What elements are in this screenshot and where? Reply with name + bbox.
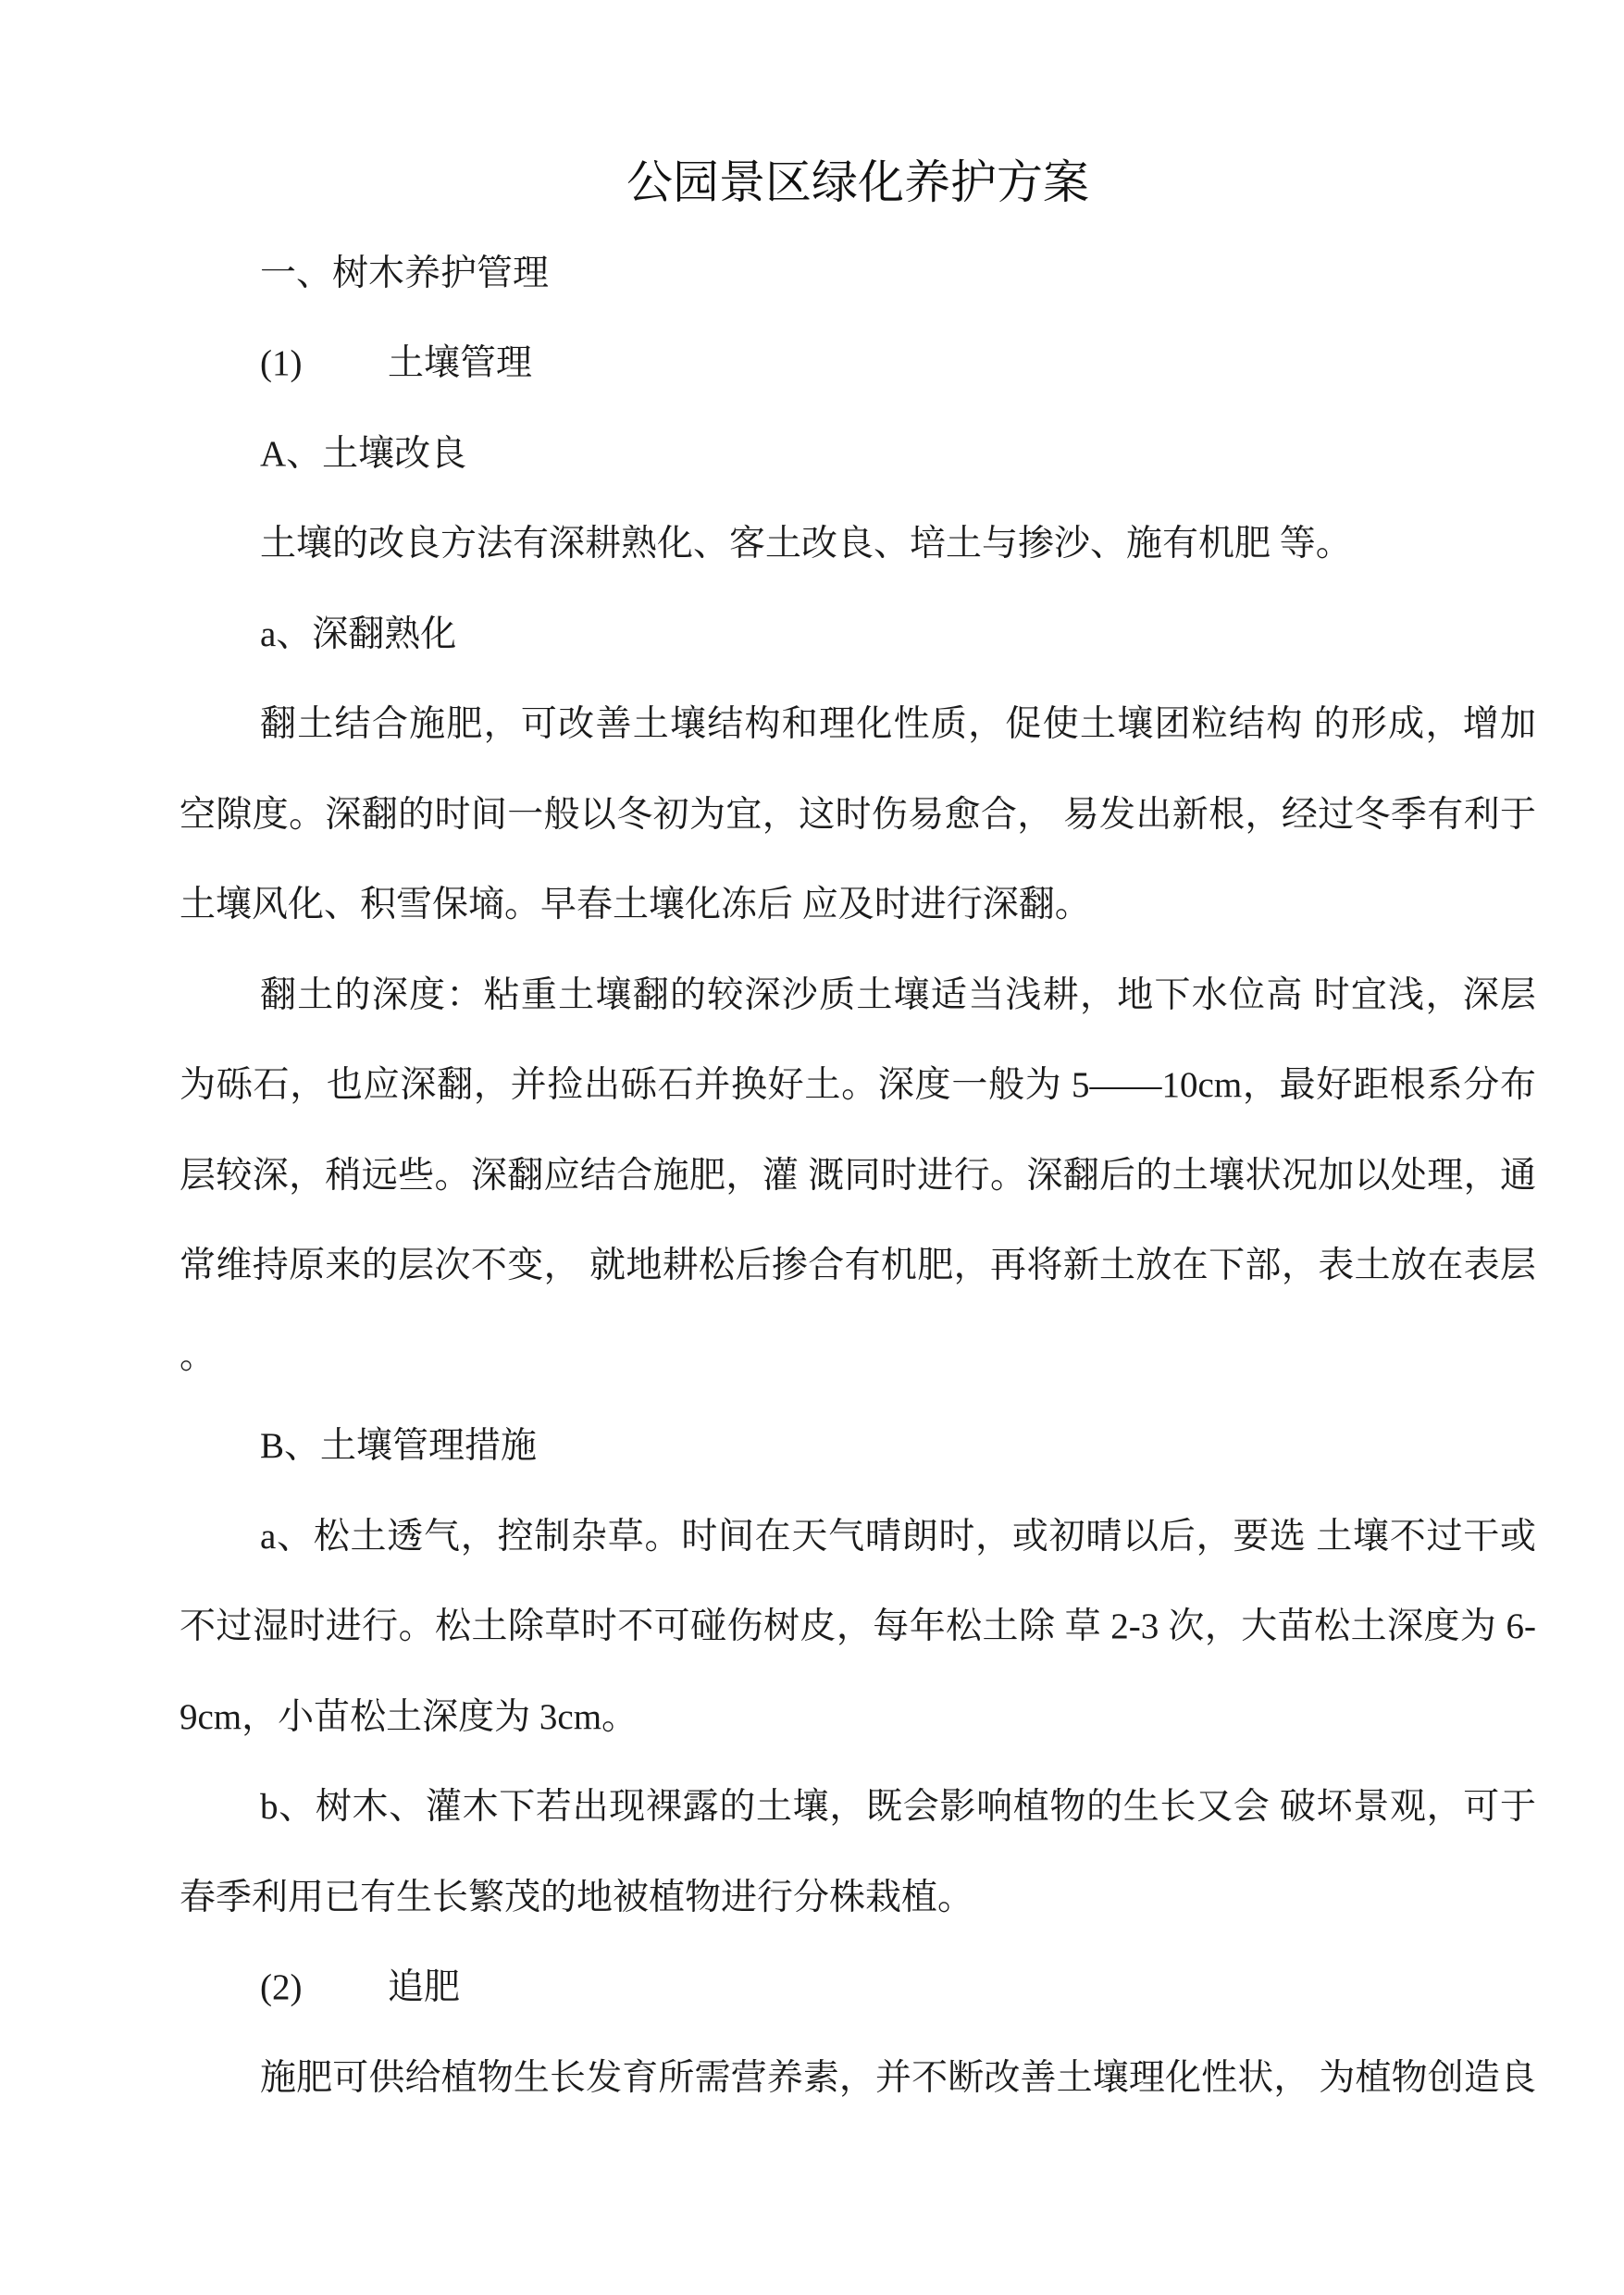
paragraph-loosen-soil	[180, 1492, 1536, 1763]
item-heading-fertilizing	[180, 1942, 1536, 2033]
paragraph-line: 。	[180, 1335, 217, 1376]
paragraph-line: 春季利用已有生长繁茂的地被植物进行分株栽植。	[180, 1877, 974, 1917]
paragraph-line: 层较深，稍远些。深翻应结合施肥，灌 溉同时进行。深翻后的土壤状况加以处理，通	[180, 1155, 1536, 1196]
text-column	[180, 138, 1536, 2123]
paragraph-line: a、松土透气，控制杂草。时间在天气晴朗时，或初晴以后，要选 土壤不过干或	[260, 1516, 1536, 1557]
paragraph-soil-methods	[180, 499, 1536, 589]
paragraph-line: 常维持原来的层次不变， 就地耕松后掺合有机肥，再将新土放在下部，表土放在表层	[180, 1246, 1536, 1285]
paragraph-line: 土壤风化、积雪保墒。早春土壤化冻后 应及时进行深翻。	[180, 885, 1091, 924]
item-heading-soil-management	[180, 318, 1536, 409]
paragraph-line: b、树木、灌木下若出现裸露的土壤，既会影响植物的生长又会 破坏景观，可于	[260, 1787, 1536, 1827]
paragraph-line: 不过湿时进行。松土除草时不可碰伤树皮，每年松土除 草 2-3 次，大苗松土深度为 6-	[180, 1606, 1536, 1646]
paragraph-line: 9cm，小苗松土深度为 3cm。	[180, 1696, 638, 1737]
paragraph-line: 施肥可供给植物生长发育所需营养素，并不断改善土壤理化性状， 为植物创造良	[260, 2057, 1536, 2098]
paragraph-line: 翻土结合施肥，可改善土壤结构和理化性质，促使土壤团粒结构 的形成，增加	[260, 704, 1536, 744]
item-number: (1)	[260, 343, 303, 383]
subheading-soil-measures: B、土壤管理措施	[260, 1426, 538, 1466]
paragraph-line: 土壤的改良方法有深耕熟化、客土改良、培土与掺沙、施有机肥 等。	[260, 524, 1352, 564]
section-heading-tree-care: 一、树木养护管理	[260, 253, 550, 293]
item-label: 追肥	[388, 1967, 461, 2007]
subheading-soil-improvement: A、土壤改良	[260, 433, 467, 474]
subheading-deep-plough: a、深翻熟化	[260, 614, 457, 654]
paragraph-line: 空隙度。深翻的时间一般以冬初为宜，这时伤易愈合， 易发出新根，经过冬季有利于	[180, 794, 1536, 835]
item-number: (2)	[260, 1967, 303, 2007]
paragraph-fertilizing	[180, 2033, 1536, 2124]
paragraph-deep-plough	[180, 679, 1536, 950]
paragraph-plough-depth	[180, 950, 1536, 1402]
paragraph-line: 为砾石，也应深翻，并捡出砾石并换好土。深度一般为 5——10cm，最好距根系分布	[180, 1065, 1536, 1105]
page-title: 公园景区绿化养护方案	[626, 156, 1089, 208]
item-label: 土壤管理	[388, 343, 533, 383]
paragraph-line: 翻土的深度：粘重土壤翻的较深沙质土壤适当浅耕，地下水位高 时宜浅，深层	[260, 974, 1536, 1015]
paragraph-bare-soil	[180, 1762, 1536, 1942]
